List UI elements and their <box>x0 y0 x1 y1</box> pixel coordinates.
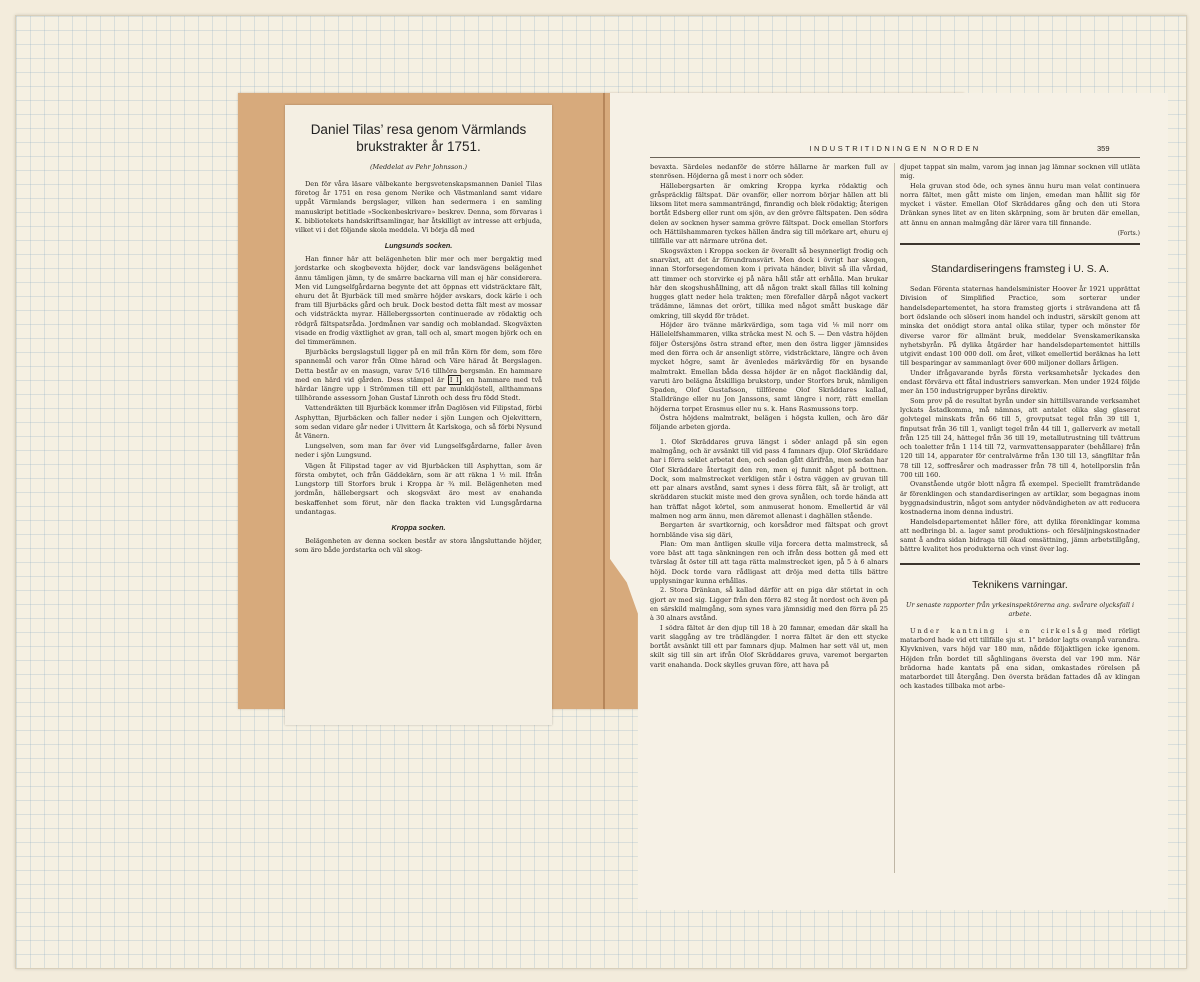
clipping-intro: Den för våra läsare välbekante bergsvetenskapsmannen Daniel Tilas företog år 1751 en resa genom Nerike och Västmanland samt vidare uppåt Värmlands bergslager, vilken han sedermera i en samling manuskript betitlade »Sockenbeskrivare» beskrev. Denna, som förvaras i K. bibliotekets handskriftsamlingar, har åtskilligt av intresse att erbjuda, vilket vi i det följande skola meddela. Vi börja då med <box>295 180 542 235</box>
column-paragraph: Hällebergsarten är omkring Kroppa kyrka rödaktig och gråspräcklig fältspat. Där ovanför, eller norrom börjar hällen att bli liksom litet mera sammanträngd, finrandig och blek rödaktig; återigen bortåt Edsberg eller runt om sjön, av den grövre fältspaten. Den södra delen av socknen hyser samma grövre fältspat. Dock emellan Storfors och Hättilshammaren tyckes hällen ändra sig till mörkare art, ehuru ej tillfälle var att närmare utröna det. <box>650 181 888 246</box>
article-clipping <box>285 105 552 725</box>
page-number: 359 <box>1097 144 1110 153</box>
section-rule <box>900 563 1140 565</box>
section-heading-kroppa: Kroppa socken. <box>391 522 446 532</box>
column-paragraph: 2. Stora Dränkan, så kallad därför att en piga där störtat in och gjort av med sig. Ligger från den förra 82 steg åt nordost och även på en särskild malmgång, som synes vara jämnsidig med den förra på 25 à 30 alnars avstånd. <box>650 586 888 623</box>
section-title-teknikens-varningar: Teknikens varningar. <box>972 578 1068 591</box>
header-rule <box>650 157 1140 158</box>
section-rule <box>900 243 1140 245</box>
column-paragraph: Höjder äro tvänne märkvärdiga, som taga vid ⅛ mil norr om Hällelelfshammaren, vilka sträcka mest N. och S. — Den västra höjden följer Östersjöns östra strand efter, men den östra ligger jämnsides med den förra och är ansenligt större, vidsträcktare, längre och även mycket högre, samt är ävenledes märkvärdig för en bysande malmtrakt. Emellan båda dessa höjder är en något flackländig dal, varuti äro belägna åtskilliga brukstorp, under Storfors bruk, nämligen Spaden, Olof Gustafsson, tillförene Olof Skräddares kallad, Stalldränge eller nu Jon Janssons, samt längre i norr, rätt emellan höjderna torpet Erasmus eller nu s. k. Hans Rasmussons torp. <box>650 321 888 413</box>
journal-column-left <box>650 163 888 923</box>
column-paragraph: Bergarten är svartkornig, och korsådror med fältspat och grovt hornblände visa sig däri, <box>650 521 888 539</box>
continued-note: (Forts.) <box>1117 230 1140 238</box>
column-paragraph: Skogsväxten i Kroppa socken är överallt så besynnerligt frodig och snarväxt, att det är förundransvärt. Men dock i övrigt har skogen, innan Storforsegendomen kom i privata händer, blivit så illa vårdad, att timmer och storvirke ej på nära håll står att erhålla. Man brukar här den skogshushållning, att då någon trakt skall fällas till kolning hugges glatt neder hela trakten; men förefaller därpå något vackert trädämne, lämnas det orört, tillika med något smått buskage där omkring, till skydd för trädet. <box>650 246 888 320</box>
column-paragraph: Handelsdepartementet håller före, att dylika förenklingar komma att nedbringa bl. a. lager samt produktions- och försäljningskostnader samt å andra sidan bidraga till ökad omsättning, jämn arbetstillgång, bättre kvalitet hos produkterna och vinst över lag. <box>900 517 1140 554</box>
section-heading-lungsund: Lungsunds socken. <box>384 241 453 251</box>
column-paragraph: djupet tappat sin malm, varom jag innan jag lämnar socknen vill utläta mig. <box>900 163 1140 181</box>
column-paragraph: 1. Olof Skräddares gruva längst i söder anlagd på sin egen malmgång, och är avsänkt till vid pass 4 famnars djup. Olof Skräddare har i förra seklet arbetat den, och sedan gått därifrån, men sedan har Olof Skräddare återtagit den ren, men ej funnit något på bottnen. Dock, som malmstrecket verkligen står i östra väggen av gruvan till ett par alnars avstånd, samt synes i dess förra fält, så är troligt, att skräddaren stuckit miste med den grova synålen, och torde hända att han träffat något körtel, som anmuserat honom. Emellertid är väl malmen nog arm ännu, men däremot allenast i daghällen stående. <box>650 437 888 520</box>
column-paragraph: Östra höjdens malmtrakt, belägen i högsta kullen, och äro där följande arbeten gjorda. <box>650 414 888 432</box>
column-paragraph: I södra fältet är den djup till 18 à 20 famnar, emedan där skall ha varit slaggång av tre trädlängder. I norra fältet är den ett stycke bortåt avsänkt till ett par famnars djup. Malmen har sett väl ut, men skilt sig till sin art ifrån Olof Skräddares gruva, varemot bergarten varit enahanda. Dock skylles gruvan före, att hava på <box>650 623 888 669</box>
clipping-paragraph: Lungselven, som man far över vid Lungselfsgårdarne, faller även neder i sjön Lungsund. <box>295 442 542 460</box>
clipping-paragraph: Vattendräkten till Bjurbäck kommer ifrån Daglösen vid Filipstad, förbi Asphyttan, Bjurbäcken och faller neder i sjön Lungen och Ojekvittern, som sedan vidare går neder i Ulvittern åt Karlskoga, och så förbi Nysund åt Vänern. <box>295 404 542 441</box>
journal-page-top <box>610 93 1168 133</box>
paragraph-text: , en hammare med två härdar längre upp i Strömmen till ett par munkkjöstell, allthammans tillhörande assessorn Johan Gustaf Linroth och dess fru född Stedt. <box>295 375 542 403</box>
journal-column-right <box>900 163 1140 903</box>
running-head: INDUSTRITIDNINGEN NORDEN <box>809 144 981 153</box>
column-paragraph: Sedan Förenta staternas handelsminister Hoover år 1921 upprättat Division of Simplified Practice, som sorterar under handelsdepartementet, ha stora framsteg gjorts i strävandena att få bort ödslande och slöseri inom handel och industri, särskilt genom att minska det onödigt stora antal olika stilar, typer och mönster för diverse varor för allmänt bruk, meddelar Svenskamerikanska nyhetsbyrån. På dylika åtgärder har handelsdepartementet hittills utgivit endast 100 000 doll. om året, vilket emellertid beräknas ha lett till besparingar av sammanlagt över 600 miljoner dollars årligen. <box>900 285 1140 368</box>
clipping-paragraph: Belägenheten av denna socken består av stora långsluttande höjder, som äro både jordstarka och väl skog- <box>295 536 542 555</box>
column-paragraph: Som prov på de resultat byrån under sin hittillsvarande verksamhet lyckats åstadkomma, må nämnas, att antalet olika slag glaserat golvtegel minskats från 66 till 5, grovputsat tegel från 39 till 1, finputsat från 36 till 1, vanligt tegel från 44 till 1, gallerverk av metall från 125 till 24, hättegel från 36 till 19, metallutrustning till tvättrum och toaletter från 1 114 till 72, varmvattensapparater (behållare) från 120 till 14, apparater för centralvärme från 130 till 13, sängfiltar från 78 till 12, soffresårer och madrasser från 78 till 4, hotellporslin från 700 till 160. <box>900 396 1140 480</box>
column-paragraph: Under ifrågavarande byrås första verksamhetsår lyckades den endast förvärva ett fåtal industriers samverkan. Men under 1924 följde mer än 150 industrigrupper byråns direktiv. <box>900 368 1140 396</box>
column-paragraph <box>900 627 1140 692</box>
clipping-title: Daniel Tilas’ resa genom Värmlands brukstrakter år 1751. <box>310 122 527 154</box>
section-title-standardisering: Standardiseringens framsteg i U. S. A. <box>930 263 1109 276</box>
clipping-byline: (Meddelat av Pehr Johnsson.) <box>369 163 467 171</box>
clipping-paragraph <box>295 348 542 403</box>
kraft-fold-line <box>603 93 605 709</box>
spaced-lead: Under kantning i en cirkelsåg <box>910 626 1090 635</box>
column-paragraph: bevaxta. Särdeles nedanför de större hällarne är marken full av stenrösen. Höjderna gå mest i norr och söder. <box>650 163 888 181</box>
column-paragraph: Hela gruvan stod öde, och synes ännu huru man velat continuera norra fältet, men gått miste om linjen, emedan man hållit sig för mycket i väster. Emellan Olof Skräddares gång och den uti Stora Dränkan synes litet av en liten skärpning, som är bruten där emellan, att ännu en annan malmgång där lärer vara till finnande. <box>900 181 1140 227</box>
stamp-mark: I I <box>449 375 459 384</box>
column-paragraph: Ovanstående utgör blott några få exempel. Speciellt framträdande är förenklingen och standardiseringen av artiklar, som begagnas inom byggnadsindustrin, något som antyder nödvändigheten av att reducera kostnaderna inom denna industri. <box>900 480 1140 517</box>
clipping-paragraph: Han finner här att belägenheten blir mer och mer bergaktig med jordstarke och skogbevexta höjder, dock var landsvägens belägenhet ännu tämligen jämn, ty de smärre backarna vill man ej här considerera. Men vid Lungselfgårdarna begynte det att öppnas ett vidsträcktare fält, ehuru det åt Bjurbäck till med smärre höjder avskars, dock kärle i och fram till Bjurbäcks gård och bruk. Dock bestod detta fält mest av mossar och vidsträckta myrar. Hällebergssorten continuerade av rödaktig och rödgrå fältspatsråda. Jordmånen var sandig och moblandad. Skogväxten visade en frodig växtlighet av gran, tall och al, smart mogen björk och en del timmerämnen. <box>295 255 542 347</box>
paragraph-text: med rörligt matarbord hade vid ett tillfälle sju st. 1" brädor lagts ovanpå varandra. Klyvkniven, vars höjd var 180 mm, nådde följaktligen icke igenom. Höjden från bordet till såghlingans översta del var 190 mm. När brädorna hade kantats på ena sidan, omkastades rörelsen på matarbordet till återgång. Den översta brädan fattades då av klingan och kastades tillbaka mot arbe- <box>900 626 1140 691</box>
section-subtitle: Ur senaste rapporter från yrkesinspektörerna ang. svårare olycksfall i arbete. <box>905 600 1135 618</box>
column-paragraph: Plan: Om man äntligen skulle vilja forcera detta malmstreck, så vore bäst att taga sänkningen ren och ifrån dess botten gå med ett tvärslag åt öster till att taga rätta malmstrecket igen, på 5 à 6 alnars höjd. Dock torde vara rådligast att dröja med detta tills bättre upplysningar kunna erhållas. <box>650 539 888 586</box>
clipping-paragraph: Vägen åt Filipstad tager av vid Bjurbäcken till Asphyttan, som är första ombytet, och från Gäddekärn, som är att räkna 1 ½ mil. Ifrån Lungstorp till Storfors bruk i Kroppa är ¾ mil. Belägenheten med jordmån, hällebergsart och skogsväxt äro mest av enahanda beskaffenhet som förut, när den flacka trakten vid Lungsgårdarna undantagas. <box>295 461 542 516</box>
paragraph-text: Bjurbäcks bergslagstull ligger på en mil från Körn för dem, som före spannemål och varor från Olme härad och Väre härad åt Bergslagen. Detta består av en masugn, varav 5/16 tillhöra bergsmän. En hammare med en härd vid gården. Dess stämpel är <box>295 348 542 384</box>
column-divider <box>894 163 895 873</box>
